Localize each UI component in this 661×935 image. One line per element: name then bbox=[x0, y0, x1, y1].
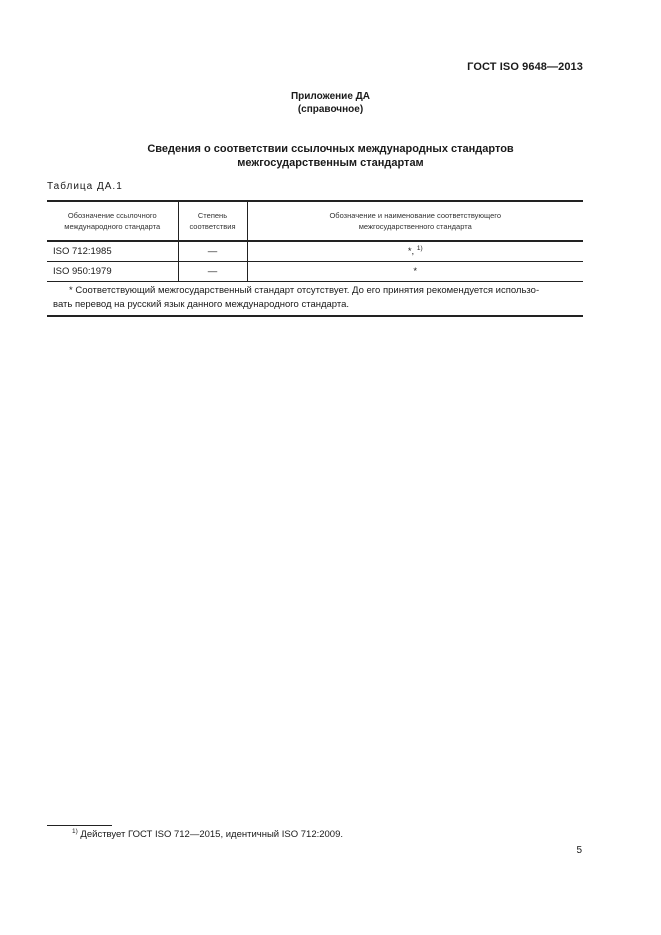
header-col2-line2: соответствия bbox=[189, 222, 236, 231]
header-degree bbox=[178, 201, 247, 241]
table-note-row bbox=[47, 282, 583, 317]
header-col1-line2: международного стандарта bbox=[64, 222, 161, 231]
row-equivalent-mark: *, bbox=[407, 246, 415, 257]
header-col3-line2: межгосударственного стандарта bbox=[358, 222, 472, 231]
row-standard: ISO 712:1985 bbox=[47, 241, 178, 262]
annex-heading bbox=[0, 142, 661, 170]
correspondence-table bbox=[47, 200, 583, 317]
header-equivalent-standard bbox=[247, 201, 583, 241]
row-footnote-mark: 1) bbox=[416, 244, 423, 252]
row-equivalent bbox=[247, 241, 583, 262]
header-col3-line1: Обозначение и наименование соответствующего bbox=[329, 211, 502, 220]
row-equivalent: * bbox=[247, 262, 583, 282]
page-number: 5 bbox=[576, 845, 582, 856]
row-degree: — bbox=[178, 241, 247, 262]
table-row bbox=[47, 241, 583, 262]
table-note-line2: вать перевод на русский язык данного международного стандарта. bbox=[53, 299, 350, 310]
footnote-text: Действует ГОСТ ISO 712—2015, идентичный ISO 712:2009. bbox=[80, 829, 344, 840]
footnote bbox=[72, 829, 343, 840]
header-col1-line1: Обозначение ссылочного bbox=[67, 211, 157, 220]
row-degree: — bbox=[178, 262, 247, 282]
annex-subtitle: (справочное) bbox=[297, 104, 364, 115]
table-note bbox=[47, 282, 583, 317]
table-header-row bbox=[47, 201, 583, 241]
annex-heading-line1: Сведения о соответствии ссылочных международных стандартов bbox=[147, 143, 514, 155]
footnote-divider bbox=[47, 825, 112, 826]
document-code: ГОСТ ISO 9648—2013 bbox=[467, 61, 583, 73]
annex-title: Приложение ДА bbox=[290, 91, 371, 102]
table-note-line1: * Соответствующий межгосударственный стандарт отсутствует. До его принятия рекомендуется использо- bbox=[69, 285, 540, 296]
footnote-mark: 1) bbox=[72, 827, 78, 835]
header-reference-standard bbox=[47, 201, 178, 241]
table-row bbox=[47, 262, 583, 282]
table-caption: Таблица ДА.1 bbox=[47, 181, 123, 192]
header-col2-line1: Степень bbox=[197, 211, 228, 220]
row-standard: ISO 950:1979 bbox=[47, 262, 178, 282]
annex-heading-line2: межгосударственным стандартам bbox=[237, 157, 424, 169]
